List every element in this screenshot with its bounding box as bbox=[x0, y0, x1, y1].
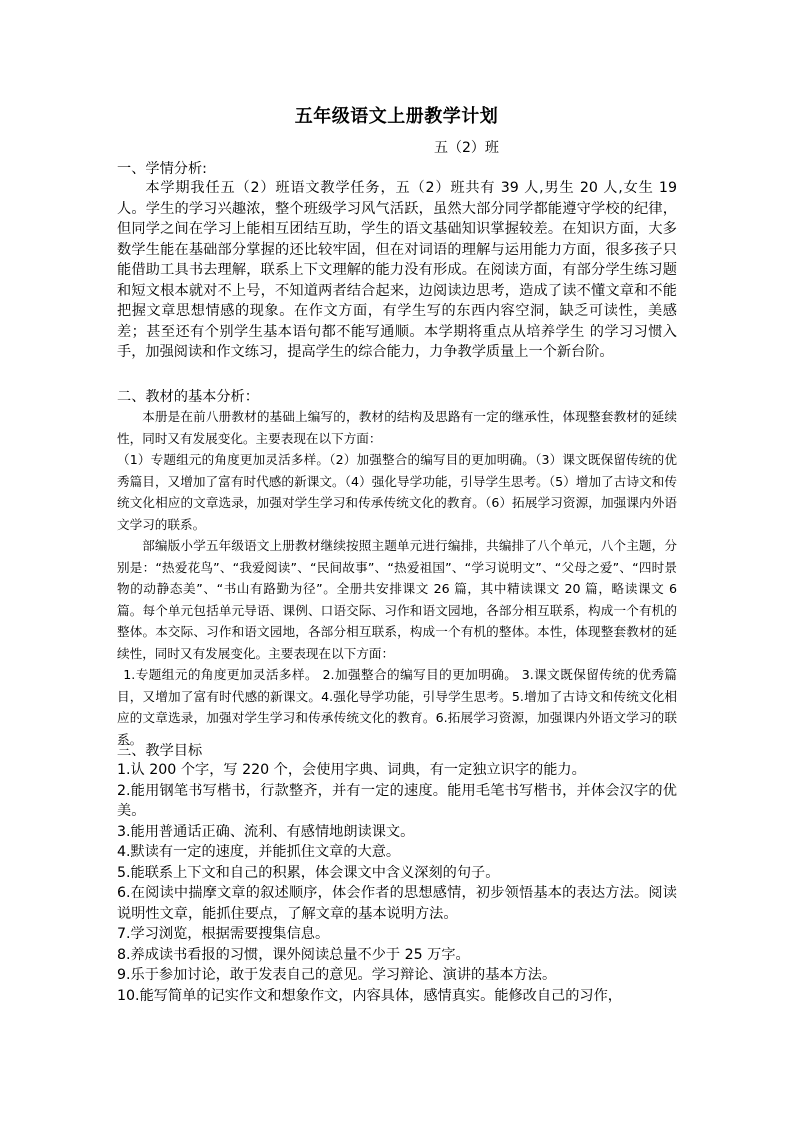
goal-item: 6.在阅读中揣摩文章的叙述顺序，体会作者的思想感情，初步领悟基本的表达方法。阅读说明性文章，能抓住要点，了解文章的基本说明方法。 bbox=[117, 885, 677, 922]
section-teaching-goals bbox=[117, 742, 677, 1006]
section-heading: 三、教学目标 bbox=[117, 743, 203, 759]
section-student-analysis bbox=[117, 160, 677, 363]
goal-item: 9.乐于参加讨论，敢于发表自己的意见。学习辩论、演讲的基本方法。 bbox=[117, 967, 557, 983]
section-textbook-analysis bbox=[117, 388, 677, 750]
goal-item: 8.养成读书看报的习惯，课外阅读总量不少于 25 万字。 bbox=[117, 946, 470, 963]
body-paragraph: 1.专题组元的角度更加灵活多样。 2.加强整合的编写目的更加明确。 3.课文既保留传统的优秀篇目，又增加了富有时代感的新课文。4.强化导学功能，引导学生思考。5.增加了古诗文和传统文化相应的文章选录，加强对学生学习和传承传统文化的教育。6.拓展学习资源，加强课内外语文学习的联系。 bbox=[117, 667, 677, 747]
body-paragraph: 本学期我任五（2）班语文教学任务，五（2）班共有 39 人,男生 20 人,女生 19 人。学生的学习兴趣浓，整个班级学习风气活跃，虽然大部分同学都能遵守学校的纪律，但同学之间在学习上能相互团结互助，学生的语文基础知识掌握较差。在知识方面，大多数学生能在基础部分掌握的还比较牢固，但在对词语的理解与运用能力方面，很多孩子只能借助工具书去理解，联系上下文理解的能力没有形成。在阅读方面，有部分学生练习题和短文根本就对不上号，不知道两者结合起来，边阅读边思考，造成了读不懂文章和不能把握文章思想情感的现象。在作文方面，有学生写的东西内容空洞，缺乏可读性，美感差；甚至还有个别学生基本语句都不能写通顺。本学期将重点从培养学生 的学习习惯入手，加强阅读和作文练习，提高学生的综合能力，力争教学质量上一个新台阶。 bbox=[117, 180, 677, 360]
section-heading: 一、学情分析: bbox=[117, 161, 207, 177]
section-heading: 二、教材的基本分析： bbox=[117, 389, 259, 405]
class-label: 五（2）班 bbox=[434, 140, 499, 156]
body-paragraph: 部编版小学五年级语文上册教材继续按照主题单元进行编排，共编排了八个单元，八个主题，分别是：“热爱花鸟”、“我爱阅读”、“民间故事”、“热爱祖国”、“学习说明文”、“父母之爱”、“四时景物的动静态美”、“书山有路勤为径”。全册共安排课文 26 篇，其中精读课文 20 篇，略读课文 6 篇。每个单元包括单元导语、课例、口语交际、习作和语文园地，各部分相互联系，构成一个有机的整体。本交际、习作和语文园地，各部分相互联系，构成一个有机的整体。本性，体现整套教材的延续性，同时又有发展变化。主要表现在以下方面： bbox=[117, 538, 677, 661]
goal-item: 2.能用钢笔书写楷书，行款整齐，并有一定的速度。能用毛笔书写楷书，并体会汉字的优美。 bbox=[117, 782, 677, 819]
document-title: 五年级语文上册教学计划 bbox=[294, 106, 499, 127]
goal-item: 7.学习浏览，根据需要搜集信息。 bbox=[117, 926, 330, 942]
goal-item: 10.能写简单的记实作文和想象作文，内容具体，感情真实。能修改自己的习作， bbox=[117, 987, 622, 1004]
body-paragraph: （1）专题组元的角度更加灵活多样。（2）加强整合的编写目的更加明确。（3）课文既保留传统的优秀篇目，又增加了富有时代感的新课文。（4）强化导学功能，引导学生思考。（5）增加了古诗文和传统文化相应的文章选录，加强对学生学习和传承传统文化的教育。（6）拓展学习资源，加强课内外语文学习的联系。 bbox=[117, 452, 677, 532]
goal-item: 1.认 200 个字，写 220 个，会使用字典、词典，有一定独立识字的能力。 bbox=[117, 762, 586, 778]
goal-item: 4.默读有一定的速度，并能抓住文章的大意。 bbox=[117, 844, 401, 860]
goal-item: 3.能用普通话正确、流利、有感情地朗读课文。 bbox=[117, 823, 415, 840]
body-paragraph: 本册是在前八册教材的基础上编写的，教材的结构及思路有一定的继承性，体现整套教材的延续性，同时又有发展变化。主要表现在以下方面： bbox=[117, 409, 677, 446]
goal-item: 5.能联系上下文和自己的积累，体会课文中含义深刻的句子。 bbox=[117, 864, 500, 881]
